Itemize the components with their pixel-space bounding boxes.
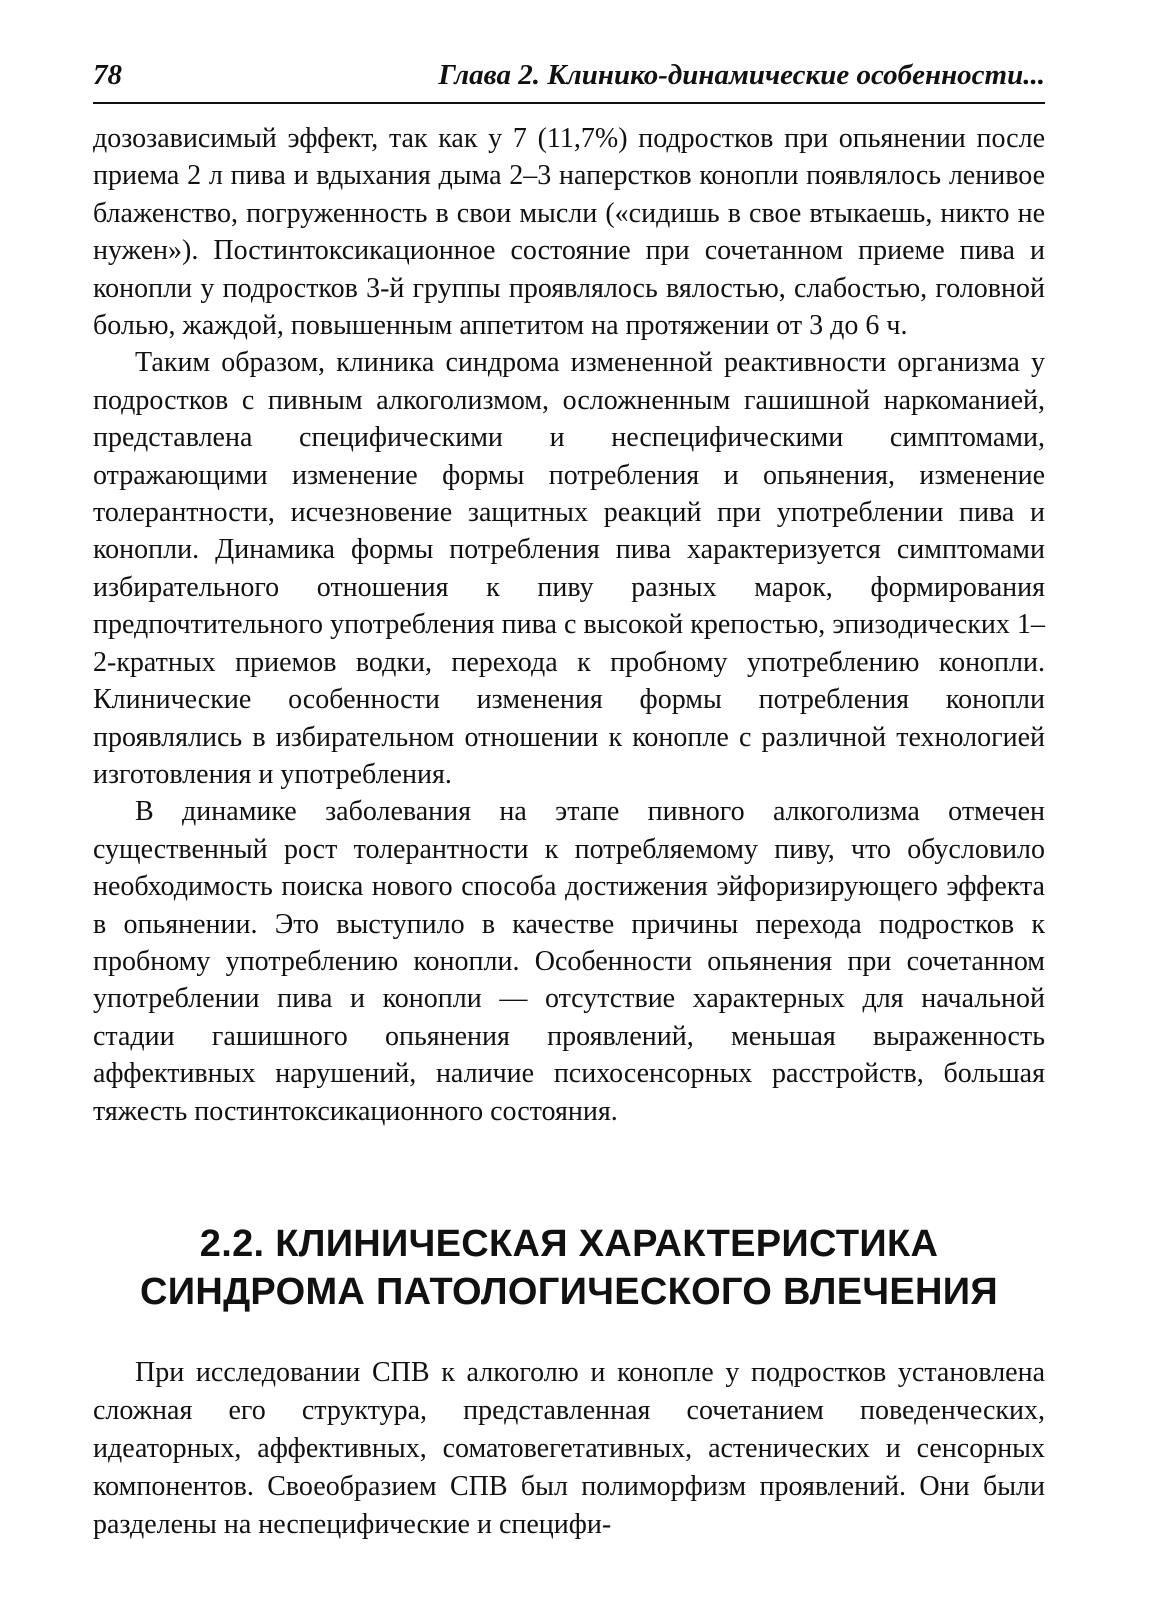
page-number: 78 bbox=[93, 59, 122, 91]
body-text bbox=[93, 120, 1045, 1130]
running-header bbox=[93, 58, 1045, 104]
section-paragraph: При исследовании СПВ к алкоголю и конопле у подростков установлена сложная его структура, представленная сочетанием поведенческих, идеаторных, аффективных, соматовегетативных, астенических и сенсорных компонентов. Своеобразием СПВ был полиморфизм проявлений. Они были разделены на неспецифические и специфи- bbox=[93, 1356, 1045, 1540]
section-heading-line-2: СИНДРОМА ПАТОЛОГИЧЕСКОГО ВЛЕЧЕНИЯ bbox=[139, 1270, 999, 1313]
section-heading bbox=[93, 1220, 1045, 1316]
paragraph-3: В динамике заболевания на этапе пивного алкоголизма отмечен существенный рост толерантности к потребляемому пиву, что обусловило необходимость поиска нового способа достижения эйфоризирующего эффекта в опьянении. Это выступило в качестве причины перехода подростков к пробному употреблению конопли. Особенности опьянения при сочетанном употреблении пива и конопли — отсутствие характерных для начальной стадии гашишного опьянения проявлений, меньшая выраженность аффективных нарушений, наличие психосенсорных расстройств, большая тяжесть постинтоксикационного состояния. bbox=[93, 796, 1045, 1127]
book-page bbox=[93, 58, 1045, 1544]
chapter-title: Глава 2. Клинико-динамические особенности... bbox=[438, 59, 1045, 91]
paragraph-2: Таким образом, клиника синдрома измененной реактивности организма у подростков с пивным алкоголизмом, осложненным гашишной наркоманией, представлена специфическими и неспецифическими симптомами, отражающими изменение формы потребления и опьянения, изменение толерантности, исчезновение защитных реакций при употреблении пива и конопли. Динамика формы потребления пива характеризуется симптомами избирательного отношения к пиву разных марок, формирования предпочтительного употребления пива с высокой крепостью, эпизодических 1–2-кратных приемов водки, перехода к пробному употреблению конопли. Клинические особенности изменения формы потребления конопли проявлялись в избирательном отношении к конопле с различной технологией изготовления и употребления. bbox=[93, 347, 1045, 790]
section-heading-line-1: 2.2. КЛИНИЧЕСКАЯ ХАРАКТЕРИСТИКА bbox=[199, 1222, 939, 1265]
section-text bbox=[93, 1354, 1045, 1544]
paragraph-1: дозозависимый эффект, так как у 7 (11,7%) подростков при опьянении после приема 2 л пива и вдыхания дыма 2–3 наперстков конопли появлялось ленивое блаженство, погруженность в свои мысли («сидишь в свое втыкаешь, никто не нужен»). Постинтоксикационное состояние при сочетанном приеме пива и конопли у подростков 3-й группы проявлялось вялостью, слабостью, головной болью, жаждой, повышенным аппетитом на протяжении от 3 до 6 ч. bbox=[93, 123, 1045, 342]
